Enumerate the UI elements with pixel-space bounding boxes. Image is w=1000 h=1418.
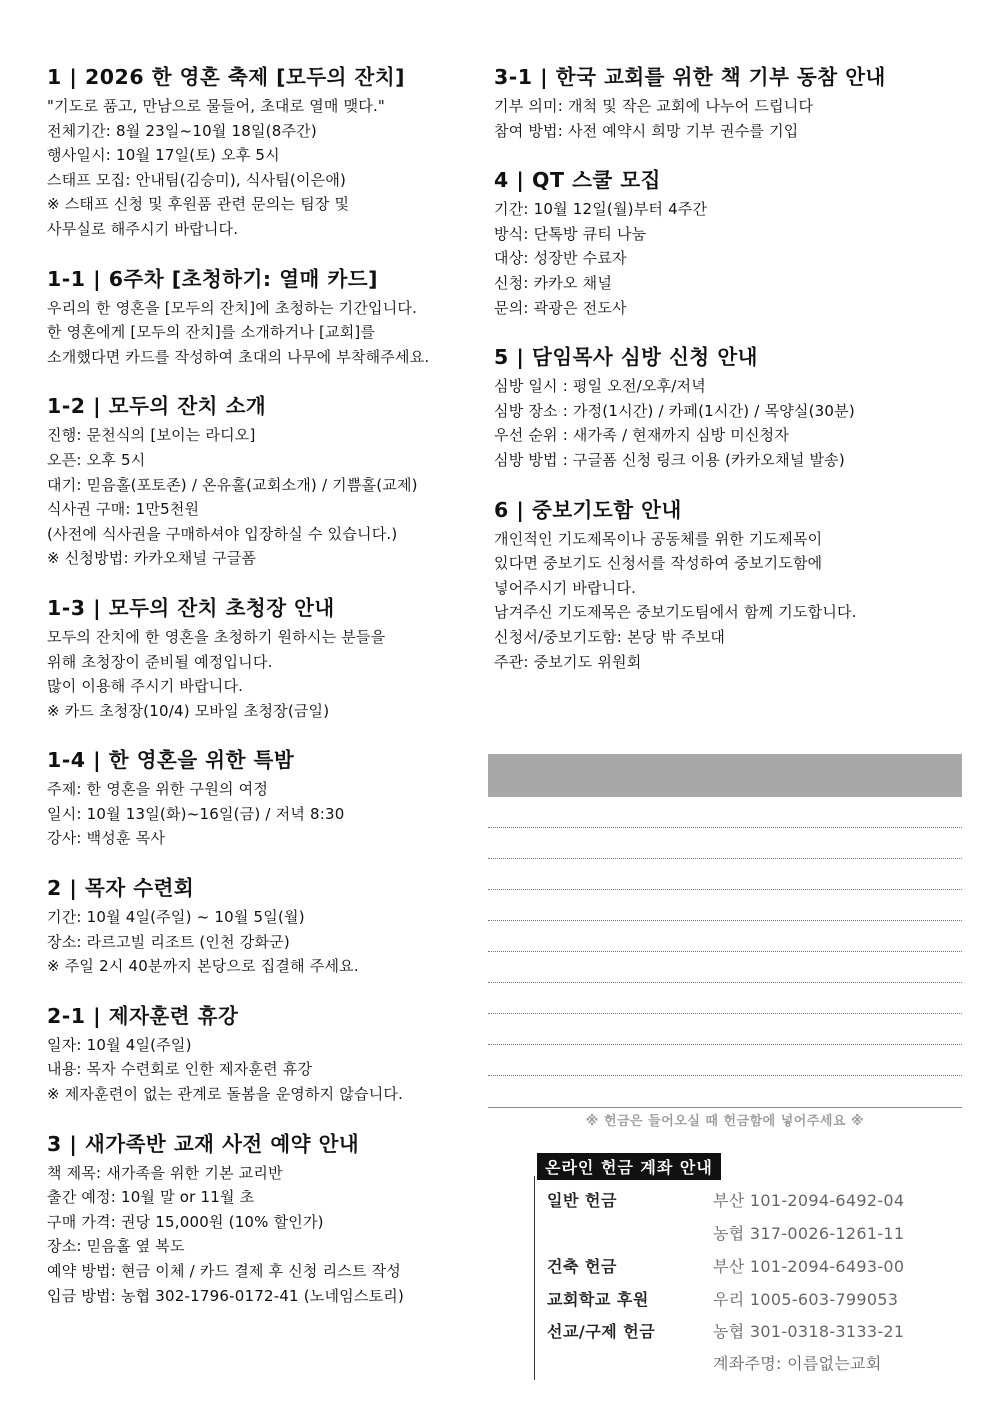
announcement-invitation bbox=[47, 593, 477, 723]
section-line: 식사권 구매: 1만5천원 bbox=[47, 500, 200, 519]
account-row bbox=[547, 1255, 967, 1279]
section-line: 대기: 믿음홀(포토존) / 온유홀(교회소개) / 기쁨홀(교제) bbox=[47, 475, 418, 494]
section-line: 기간: 10월 4일(주일) ~ 10월 5일(월) bbox=[47, 908, 305, 927]
right-column bbox=[494, 62, 964, 696]
section-line: 전체기간: 8월 23일~10월 18일(8주간) bbox=[47, 121, 317, 140]
account-label: 선교/구제 헌금 bbox=[547, 1322, 656, 1341]
note-line bbox=[488, 982, 962, 983]
account-row bbox=[547, 1288, 967, 1312]
section-title: 1-4 | 한 영혼을 위한 특밤 bbox=[47, 748, 295, 773]
section-line: 참여 방법: 사전 예약시 희망 기부 권수를 기입 bbox=[494, 121, 799, 140]
divider bbox=[488, 1107, 962, 1108]
note-line bbox=[488, 1013, 962, 1014]
announcement-festival-intro bbox=[47, 391, 477, 571]
note-line bbox=[488, 1075, 962, 1076]
section-line: (사전에 식사권을 구매하셔야 입장하실 수 있습니다.) bbox=[47, 524, 398, 543]
section-line: 우리의 한 영혼을 [모두의 잔치]에 초청하는 기간입니다. bbox=[47, 298, 418, 317]
announcement-textbook bbox=[47, 1129, 477, 1309]
section-line: 내용: 목자 수련회로 인한 제자훈련 휴강 bbox=[47, 1060, 313, 1079]
section-line: 책 제목: 새가족을 위한 기본 교리반 bbox=[47, 1163, 283, 1182]
account-row bbox=[547, 1352, 967, 1376]
announcement-discipleship-break bbox=[47, 1001, 477, 1107]
section-line: 장소: 믿음홀 옆 복도 bbox=[47, 1237, 185, 1256]
section-line: 일자: 10월 4일(주일) bbox=[47, 1035, 192, 1054]
account-label: 일반 헌금 bbox=[547, 1191, 617, 1210]
section-line: 구매 가격: 권당 15,000원 (10% 할인가) bbox=[47, 1212, 324, 1231]
section-line: ※ 스태프 신청 및 후원품 관련 문의는 팀장 및 bbox=[47, 195, 350, 214]
section-line: 있다면 중보기도 신청서를 작성하여 중보기도함에 bbox=[494, 554, 823, 573]
account-number: 부산 101-2094-6493-00 bbox=[713, 1257, 905, 1276]
left-column bbox=[47, 62, 477, 1330]
section-title: 1-1 | 6주차 [초청하기: 열매 카드] bbox=[47, 266, 378, 291]
section-line: 사무실로 해주시기 바랍니다. bbox=[47, 219, 239, 238]
section-line: 남겨주신 기도제목은 중보기도팀에서 함께 기도합니다. bbox=[494, 603, 857, 622]
section-line: 스태프 모집: 안내팀(김승미), 식사팀(이은애) bbox=[47, 170, 347, 189]
announcement-festival bbox=[47, 62, 477, 242]
section-title: 1-2 | 모두의 잔치 소개 bbox=[47, 394, 267, 419]
section-line: 우선 순위 : 새가족 / 현재까지 심방 미신청자 bbox=[494, 426, 790, 445]
section-line: 심방 장소 : 가정(1시간) / 카페(1시간) / 목양실(30분) bbox=[494, 401, 855, 420]
section-line: 대상: 성장반 수료자 bbox=[494, 249, 627, 268]
section-line: 한 영혼에게 [모두의 잔치]를 소개하거나 [교회]를 bbox=[47, 323, 376, 342]
section-line: 오픈: 오후 5시 bbox=[47, 450, 146, 469]
account-number: 농협 301-0318-3133-21 bbox=[713, 1322, 905, 1341]
announcement-prayer-box bbox=[494, 495, 964, 675]
account-holder: 계좌주명: 이름없는교회 bbox=[713, 1354, 882, 1373]
section-line: 넣어주시기 바랍니다. bbox=[494, 578, 637, 597]
note-line bbox=[488, 827, 962, 828]
section-line: ※ 주일 2시 40분까지 본당으로 집결해 주세요. bbox=[47, 957, 359, 976]
section-line: 기간: 10월 12일(월)부터 4주간 bbox=[494, 200, 708, 219]
account-number: 부산 101-2094-6492-04 bbox=[713, 1191, 905, 1210]
announcement-week6 bbox=[47, 264, 477, 370]
section-line: 모두의 잔치에 한 영혼을 초청하기 원하시는 분들을 bbox=[47, 627, 386, 646]
section-title: 5 | 담임목사 심방 신청 안내 bbox=[494, 345, 758, 370]
announcement-retreat bbox=[47, 873, 477, 979]
section-title: 3 | 새가족반 교재 사전 예약 안내 bbox=[47, 1131, 360, 1156]
section-line: 주관: 중보기도 위원회 bbox=[494, 652, 642, 671]
section-line: 위해 초청장이 준비될 예정입니다. bbox=[47, 652, 273, 671]
section-line: 입금 방법: 농협 302-1796-0172-41 (노네임스토리) bbox=[47, 1286, 405, 1305]
section-line: ※ 신청방법: 카카오채널 구글폼 bbox=[47, 549, 257, 568]
announcement-special-night bbox=[47, 745, 477, 851]
notes-header-bar bbox=[488, 754, 962, 797]
section-line: 일시: 10월 13일(화)~16일(금) / 저녁 8:30 bbox=[47, 804, 345, 823]
note-line bbox=[488, 1044, 962, 1045]
section-line: 심방 방법 : 구글폼 신청 링크 이용 (카카오채널 발송) bbox=[494, 450, 845, 469]
section-line: "기도로 품고, 만남으로 물들어, 초대로 열매 맺다." bbox=[47, 97, 386, 115]
section-title: 2 | 목자 수련회 bbox=[47, 876, 195, 901]
section-line: 문의: 곽광은 전도사 bbox=[494, 298, 627, 317]
section-line: 예약 방법: 현금 이체 / 카드 결제 후 신청 리스트 작성 bbox=[47, 1262, 401, 1280]
note-line bbox=[488, 858, 962, 859]
section-line: 장소: 라르고빌 리조트 (인천 강화군) bbox=[47, 932, 290, 951]
account-label: 건축 헌금 bbox=[547, 1257, 617, 1276]
section-line: 많이 이용해 주시기 바랍니다. bbox=[47, 677, 244, 696]
section-line: 소개했다면 카드를 작성하여 초대의 나무에 부착해주세요. bbox=[47, 347, 430, 366]
section-line: 강사: 백성훈 목사 bbox=[47, 829, 166, 848]
section-title: 1 | 2026 한 영혼 축제 [모두의 잔치] bbox=[47, 65, 406, 89]
section-title: 1-3 | 모두의 잔치 초청장 안내 bbox=[47, 595, 335, 620]
account-row bbox=[547, 1189, 967, 1213]
section-line: 신청서/중보기도함: 본당 밖 주보대 bbox=[494, 627, 726, 646]
account-number: 농협 317-0026-1261-11 bbox=[713, 1224, 905, 1243]
note-line bbox=[488, 920, 962, 921]
section-title: 2-1 | 제자훈련 휴강 bbox=[47, 1003, 239, 1028]
section-line: 방식: 단톡방 큐티 나눔 bbox=[494, 224, 647, 243]
accounts-title: 온라인 헌금 계좌 안내 bbox=[537, 1153, 721, 1180]
accounts-divider bbox=[534, 1176, 535, 1380]
section-title: 6 | 중보기도함 안내 bbox=[494, 497, 682, 522]
section-line: ※ 제자훈련이 없는 관계로 돌봄을 운영하지 않습니다. bbox=[47, 1085, 404, 1104]
section-line: 심방 일시 : 평일 오전/오후/저녁 bbox=[494, 377, 706, 396]
note-line bbox=[488, 951, 962, 952]
section-line: 개인적인 기도제목이나 공동체를 위한 기도제목이 bbox=[494, 529, 823, 548]
account-number: 우리 1005-603-799053 bbox=[713, 1290, 899, 1309]
section-line: 행사일시: 10월 17일(토) 오후 5시 bbox=[47, 146, 280, 165]
note-line bbox=[488, 889, 962, 890]
account-row bbox=[547, 1320, 967, 1344]
account-label: 교회학교 후원 bbox=[547, 1290, 649, 1309]
section-line: 주제: 한 영혼을 위한 구원의 여정 bbox=[47, 780, 269, 799]
announcement-qt-school bbox=[494, 165, 964, 320]
section-line: 진행: 문천식의 [보이는 라디오] bbox=[47, 426, 256, 445]
account-row bbox=[547, 1222, 967, 1246]
section-line: 신청: 카카오 채널 bbox=[494, 273, 613, 292]
section-line: ※ 카드 초청장(10/4) 모바일 초청장(금일) bbox=[47, 701, 330, 720]
section-title: 4 | QT 스쿨 모집 bbox=[494, 168, 661, 193]
section-line: 기부 의미: 개척 및 작은 교회에 나누어 드립니다 bbox=[494, 97, 814, 115]
section-title: 3-1 | 한국 교회를 위한 책 기부 동참 안내 bbox=[494, 65, 886, 89]
offering-note: ※ 헌금은 들어오실 때 헌금함에 넣어주세요 ※ bbox=[585, 1114, 865, 1129]
announcement-book-donation bbox=[494, 62, 964, 143]
announcement-pastor-visit bbox=[494, 342, 964, 472]
section-line: 출간 예정: 10월 말 or 11월 초 bbox=[47, 1188, 255, 1207]
